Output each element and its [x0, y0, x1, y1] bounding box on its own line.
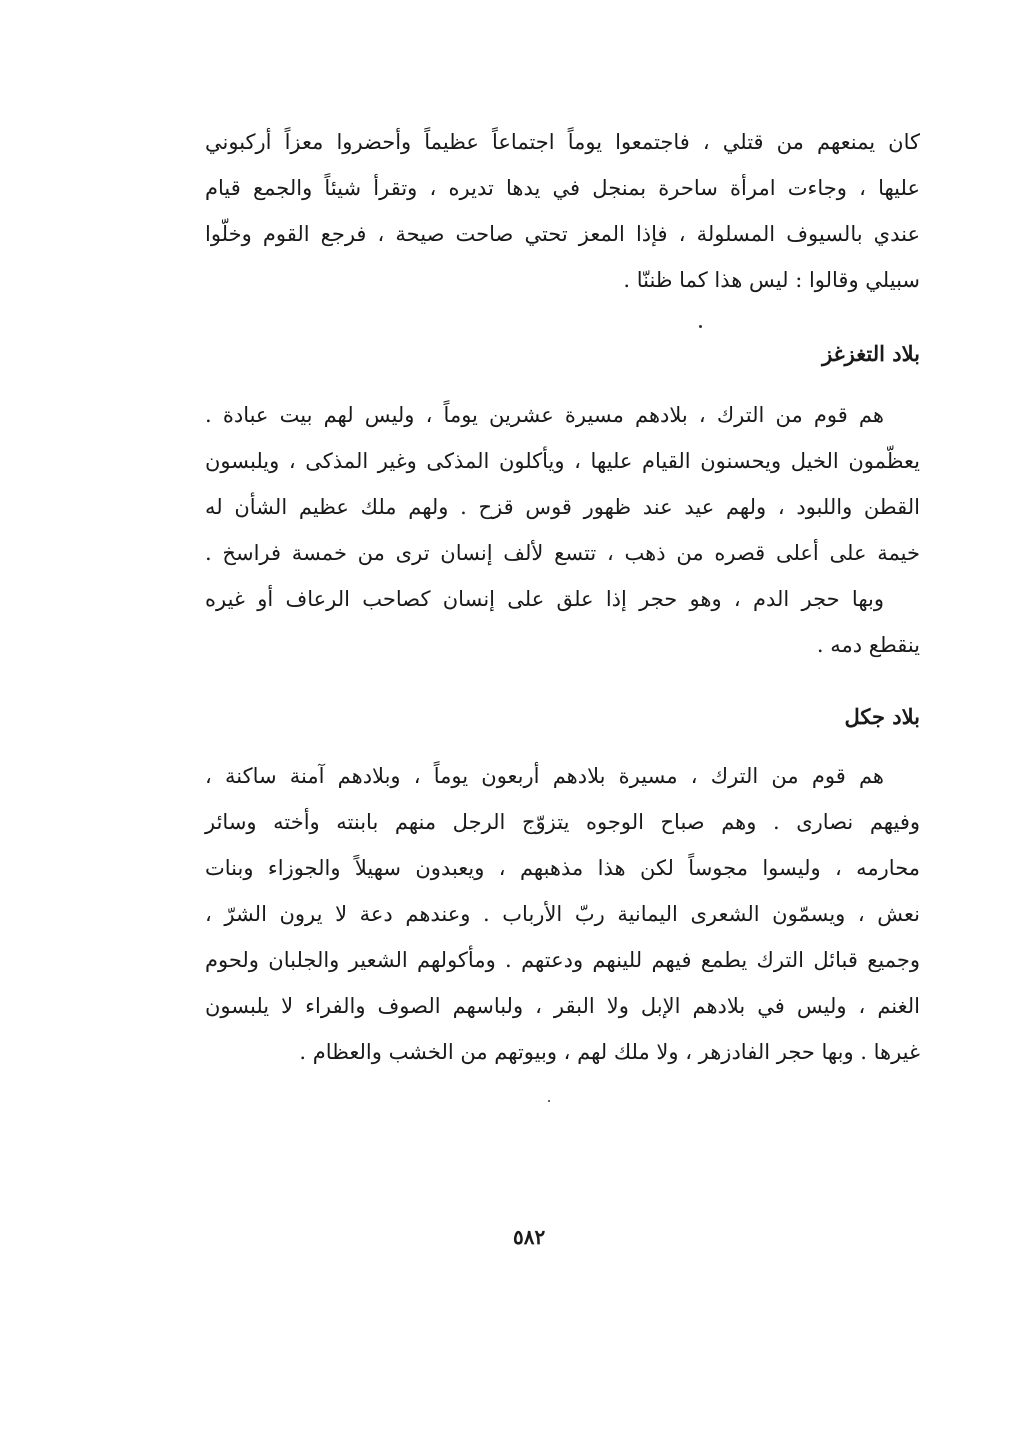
- text-line: هم قوم من الترك ، بلادهم مسيرة عشرين يوماً ، وليس لهم بيت عبادة .: [205, 403, 884, 427]
- paragraph-continuation: [205, 130, 920, 292]
- text-line: خيمة على أعلى قصره من ذهب ، تتسع لألف إنسان ترى من خمسة فراسخ .: [205, 541, 920, 565]
- paragraph-jakal: [205, 764, 920, 1064]
- scan-speck: [548, 1100, 550, 1102]
- text-line: وبها حجر الدم ، وهو حجر إذا علق على إنسان كصاحب الرعاف أو غيره: [205, 587, 884, 611]
- text-line: يعظّمون الخيل ويحسنون القيام عليها ، ويأكلون المذكى وغير المذكى ، ويلبسون: [205, 449, 920, 473]
- text-line: وفيهم نصارى . وهم صباح الوجوه يتزوّج الرجل منهم بابنته وأخته وسائر: [205, 810, 920, 834]
- text-line: محارمه ، وليسوا مجوساً لكن هذا مذهبهم ، ويعبدون سهيلاً والجوزاء وبنات: [205, 856, 921, 880]
- scan-speck: [699, 325, 702, 328]
- text-line: ينقطع دمه .: [816, 633, 920, 657]
- section-heading-jakal: بلاد جكل: [844, 704, 920, 729]
- text-line: وجميع قبائل الترك يطمع فيهم للينهم ودعتهم . ومأكولهم الشعير والجلبان ولحوم: [205, 948, 920, 972]
- section-heading-taghazghaz: بلاد التغزغز: [822, 341, 920, 366]
- text-line: غيرها . وبها حجر الفادزهر ، ولا ملك لهم ، وبيوتهم من الخشب والعظام .: [299, 1040, 920, 1064]
- page-number: ٥٨٢: [513, 1225, 546, 1249]
- text-line: نعش ، ويسمّون الشعرى اليمانية ربّ الأرباب . وعندهم دعة لا يرون الشرّ ،: [205, 902, 920, 926]
- text-line: عليها ، وجاءت امرأة ساحرة بمنجل في يدها تديره ، وتقرأ شيئاً والجمع قيام: [205, 176, 920, 200]
- text-line: الغنم ، وليس في بلادهم الإبل ولا البقر ، ولباسهم الصوف والفراء لا يلبسون: [205, 994, 920, 1018]
- text-line: عندي بالسيوف المسلولة ، فإذا المعز تحتي صاحت صيحة ، فرجع القوم وخلّوا: [205, 222, 920, 246]
- text-line: هم قوم من الترك ، مسيرة بلادهم أربعون يوماً ، وبلادهم آمنة ساكنة ،: [205, 764, 884, 788]
- paragraph-taghazghaz: [205, 403, 920, 657]
- text-line: سبيلي وقالوا : ليس هذا كما ظننّا .: [623, 268, 920, 292]
- text-line: القطن واللبود ، ولهم عيد عند ظهور قوس قزح . ولهم ملك عظيم الشأن له: [205, 495, 920, 519]
- text-line: كان يمنعهم من قتلي ، فاجتمعوا يوماً اجتماعاً عظيماً وأحضروا معزاً أركبوني: [205, 130, 920, 154]
